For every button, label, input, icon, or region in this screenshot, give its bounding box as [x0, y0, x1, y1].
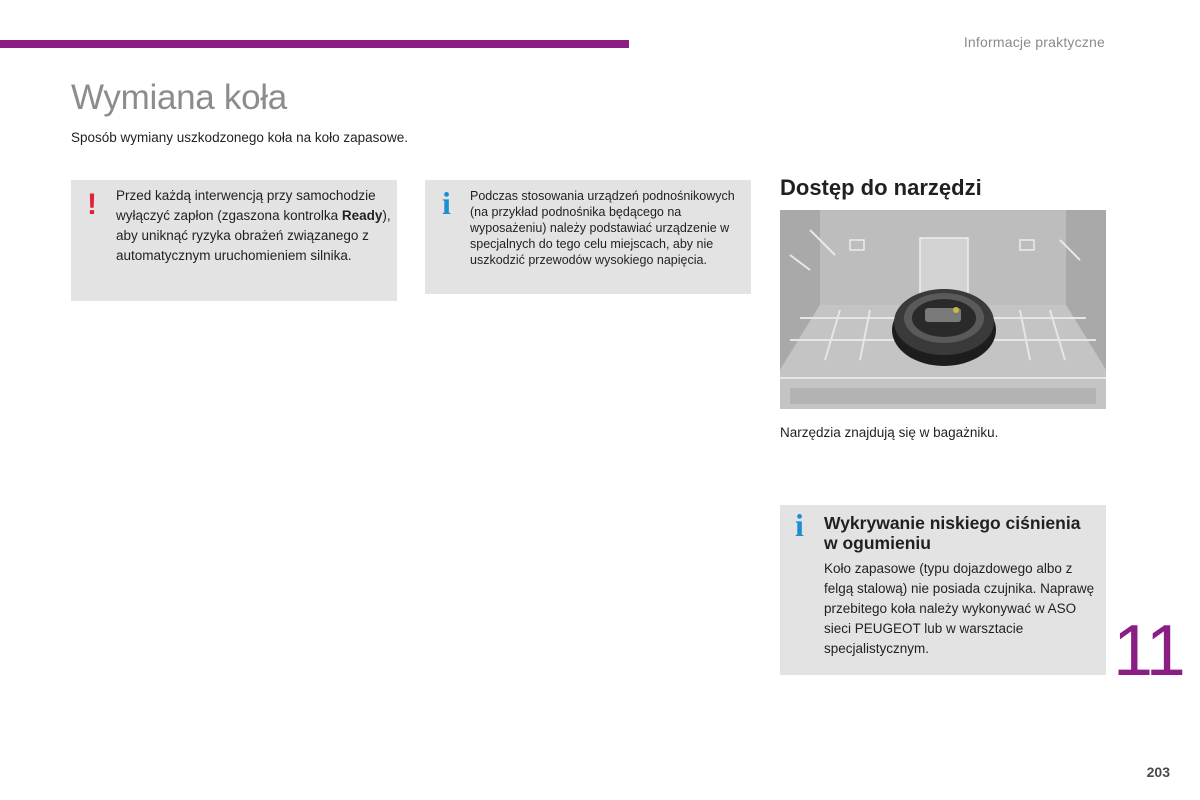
page-subtitle: Sposób wymiany uszkodzonego koła na koło zapasowe. [71, 130, 408, 145]
warning-bold: Ready [341, 208, 383, 223]
info-box-tyre-pressure [780, 505, 1106, 675]
info-text: Koło zapasowe (typu dojazdowego albo z felgą stalową) nie posiada czujnika. Naprawę przebitego koła należy wykonywać w ASO sieci PEUGEOT lub w warsztacie specjalistycznym. [824, 561, 1095, 656]
tools-heading: Dostęp do narzędzi [780, 175, 982, 200]
header-accent-bar [0, 40, 629, 48]
info-title: Wykrywanie niskiego ciśnienia w ogumieniu [824, 513, 1081, 553]
info-icon: i [442, 185, 451, 221]
warning-box [71, 180, 397, 301]
info-icon: i [795, 507, 804, 543]
info-text: Podczas stosowania urządzeń podnośnikowych (na przykład podnośnika będącego na wyposażeniu) należy podstawiać urządzenie w specjalnych do tego celu miejscach, aby nie uszkodzić przewodów wysokiego napięcia. [470, 189, 735, 267]
info-box-lifting [425, 180, 751, 294]
image-caption: Narzędzia znajdują się w bagażniku. [780, 425, 999, 440]
section-title: Informacje praktyczne [963, 34, 1105, 50]
chapter-number: 11 [1113, 611, 1184, 691]
warning-text: Przed każdą interwencją przy samochodzie wyłączyć zapłon (zgaszona kontrolka Ready), aby uniknąć ryzyka obrażeń związanego z automatycznym uruchomieniem silnika. [116, 188, 391, 263]
exclamation-icon: ! [87, 188, 97, 221]
trunk-spare-wheel-image [780, 210, 1106, 409]
page-title: Wymiana koła [71, 78, 287, 117]
page-number: 203 [1146, 764, 1170, 780]
